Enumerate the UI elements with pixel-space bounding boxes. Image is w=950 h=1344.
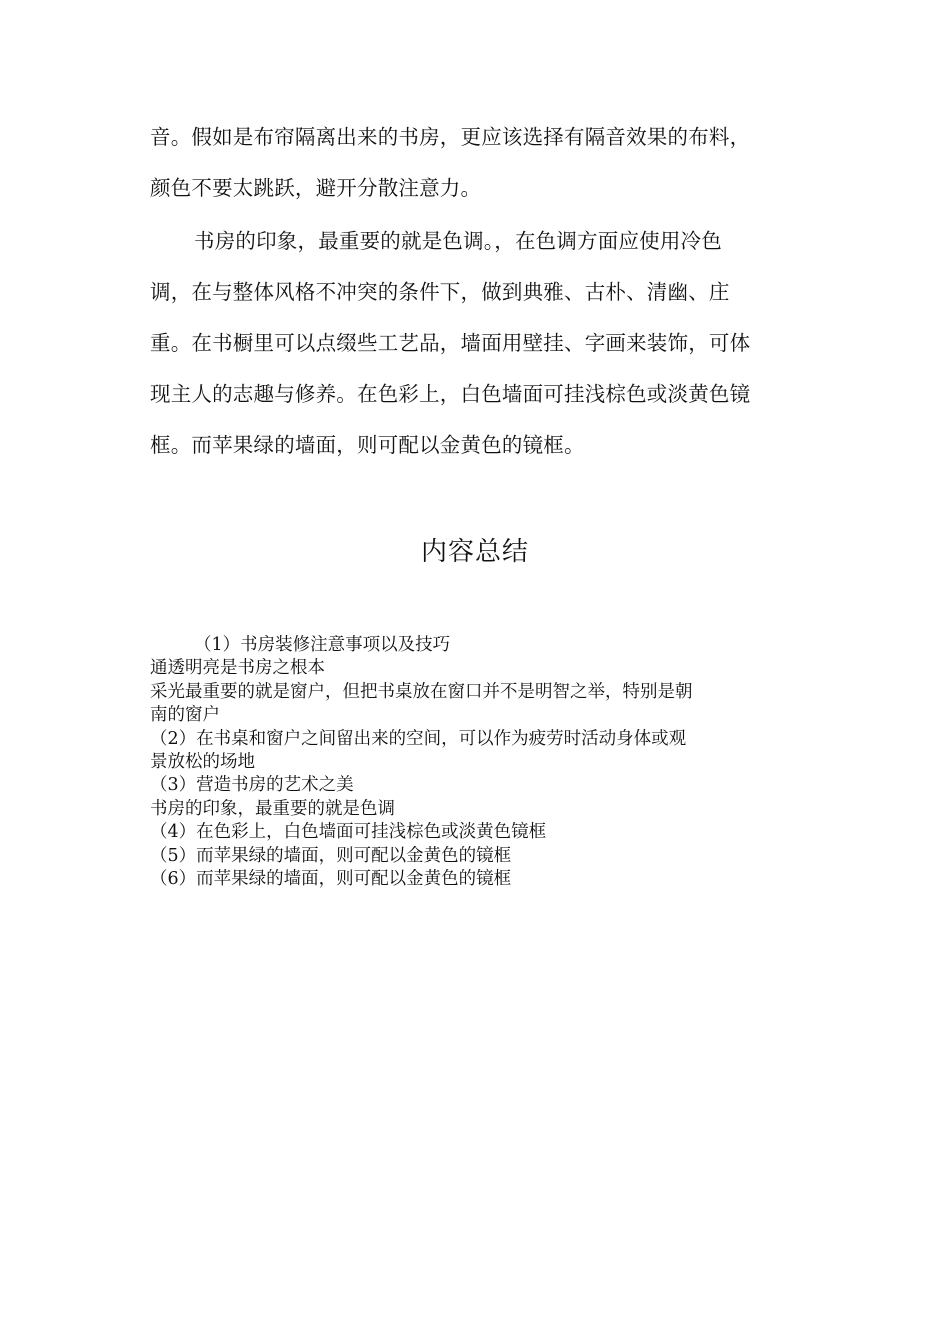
summary-line: （5）而苹果绿的墙面，则可配以金黄色的镜框 xyxy=(150,845,512,866)
paragraph-line: 现主人的志趣与修养。在色彩上，白色墙面可挂浅棕色或淡黄色镜 xyxy=(150,382,751,406)
summary-line: （4）在色彩上，白色墙面可挂浅棕色或淡黄色镜框 xyxy=(150,822,547,843)
summary-line: 书房的印象，最重要的就是色调 xyxy=(150,798,395,819)
summary-line: （2）在书桌和窗户之间留出来的空间，可以作为疲劳时活动身体或观 xyxy=(150,728,687,749)
paragraph-line: 重。在书橱里可以点缀些工艺品，墙面用壁挂、字画来装饰，可体 xyxy=(150,331,751,355)
summary-line: 南的窗户 xyxy=(150,705,220,726)
summary-line: （6）而苹果绿的墙面，则可配以金黄色的镜框 xyxy=(150,869,512,890)
section-title: 内容总结 xyxy=(420,537,529,567)
summary-line: 景放松的场地 xyxy=(150,752,255,773)
summary-line: 通透明亮是书房之根本 xyxy=(150,658,325,679)
paragraph-line: 调，在与整体风格不冲突的条件下，做到典雅、古朴、清幽、庄 xyxy=(150,280,730,304)
summary-line: 采光最重要的就是窗户，但把书桌放在窗口并不是明智之举，特别是朝 xyxy=(150,681,693,702)
summary-line: （3）营造书房的艺术之美 xyxy=(150,775,354,796)
paragraph-line: 颜色不要太跳跃，避开分散注意力。 xyxy=(150,176,482,200)
paragraph-line: 音。假如是布帘隔离出来的书房，更应该选择有隔音效果的布料， xyxy=(150,125,751,149)
summary-list xyxy=(150,634,800,891)
paragraph-line: 书房的印象，最重要的就是色调。，在色调方面应使用冷色 xyxy=(194,229,722,253)
paragraph-line: 框。而苹果绿的墙面，则可配以金黄色的镜框。 xyxy=(150,433,585,457)
paragraph-continuation xyxy=(150,112,800,214)
summary-line: （1）书房装修注意事项以及技巧 xyxy=(194,635,451,655)
paragraph-color-tone xyxy=(150,216,800,471)
